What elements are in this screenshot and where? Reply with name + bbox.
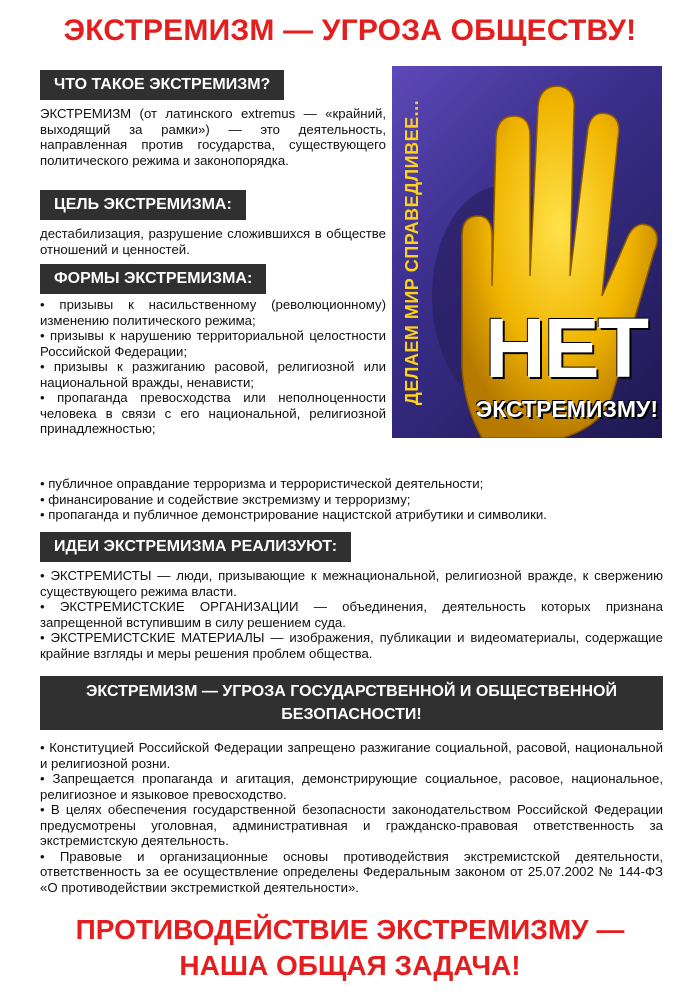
- threat-list: [40, 740, 663, 895]
- list-item: • Правовые и организационные основы противодействия экстремистской деятельности, ответственность за ее осуществление определены Федеральным законом от 25.07.2002 № 144-ФЗ «О противодействии экстремисткой деятельности».: [40, 849, 663, 896]
- section-heading-goal: ЦЕЛЬ ЭКСТРЕМИЗМА:: [40, 190, 246, 220]
- section-heading-forms: ФОРМЫ ЭКСТРЕМИЗМА:: [40, 264, 266, 294]
- footer-line1: ПРОТИВОДЕЙСТВИЕ ЭКСТРЕМИЗМУ —: [75, 914, 625, 945]
- threat-heading-line1: ЭКСТРЕМИЗМ — УГРОЗА ГОСУДАРСТВЕННОЙ И ОБЩЕСТВЕННОЙ: [86, 683, 617, 700]
- goal-text: дестабилизация, разрушение сложившихся в обществе отношений и ценностей.: [40, 226, 386, 257]
- list-item: • призывы к нарушению территориальной целостности Российской Федерации;: [40, 328, 386, 359]
- list-item: • пропаганда превосходства или неполноценности человека в связи с его национальной, религиозной принадлежностью;: [40, 390, 386, 437]
- section-heading-ideas: ИДЕИ ЭКСТРЕМИЗМА РЕАЛИЗУЮТ:: [40, 532, 351, 562]
- threat-heading-line2: БЕЗОПАСНОСТИ!: [281, 706, 422, 723]
- forms-list-wide: [40, 476, 663, 523]
- what-is-text: ЭКСТРЕМИЗМ (от латинского extremus — «крайний, выходящий за рамки») — это деятельность, направленная против государства, существующего политического режима и законопорядка.: [40, 106, 386, 168]
- poster-image: [392, 66, 662, 438]
- poster-sub-text: ЭКСТРЕМИЗМУ!: [475, 396, 658, 422]
- ideas-list: [40, 568, 663, 661]
- list-item: • публичное оправдание терроризма и террористической деятельности;: [40, 476, 663, 492]
- section-heading-what-is: ЧТО ТАКОЕ ЭКСТРЕМИЗМ?: [40, 70, 284, 100]
- section-heading-threat: [40, 676, 663, 730]
- list-item: • Запрещается пропаганда и агитация, демонстрирующие социальное, расовое, национальное, религиозное и языковое превосходство.: [40, 771, 663, 802]
- list-item: • ЭКСТРЕМИСТСКИЕ МАТЕРИАЛЫ — изображения, публикации и видеоматериалы, содержащие крайние взгляды и меры решения проблем общества.: [40, 630, 663, 661]
- list-item: • ЭКСТРЕМИСТСКИЕ ОРГАНИЗАЦИИ — объединения, деятельность которых признана запрещенной вступившим в силу решением суда.: [40, 599, 663, 630]
- page-title: ЭКСТРЕМИЗМ — УГРОЗА ОБЩЕСТВУ!: [63, 14, 637, 47]
- list-item: • ЭКСТРЕМИСТЫ — люди, призывающие к межнациональной, религиозной вражде, к свержению существующего режима власти.: [40, 568, 663, 599]
- footer-line2: НАША ОБЩАЯ ЗАДАЧА!: [179, 950, 521, 981]
- list-item: • В целях обеспечения государственной безопасности законодательством Российской Федерации предусмотрены уголовная, административная и гражданско-правовая ответственность за экстремистскую деятельность.: [40, 802, 663, 849]
- list-item: • финансирование и содействие экстремизму и терроризму;: [40, 492, 663, 508]
- list-item: • пропаганда и публичное демонстрирование нацистской атрибутики и символики.: [40, 507, 663, 523]
- list-item: • Конституцией Российской Федерации запрещено разжигание социальной, расовой, национальной и религиозной розни.: [40, 740, 663, 771]
- list-item: • призывы к разжиганию расовой, религиозной или национальной вражды, ненависти;: [40, 359, 386, 390]
- poster-big-word: НЕТ: [485, 301, 647, 395]
- forms-list: [40, 297, 386, 437]
- list-item: • призывы к насильственному (революционному) изменению политического режима;: [40, 297, 386, 328]
- poster-vertical-text: ДЕЛАЕМ МИР СПРАВЕДЛИВЕЕ...: [402, 99, 423, 405]
